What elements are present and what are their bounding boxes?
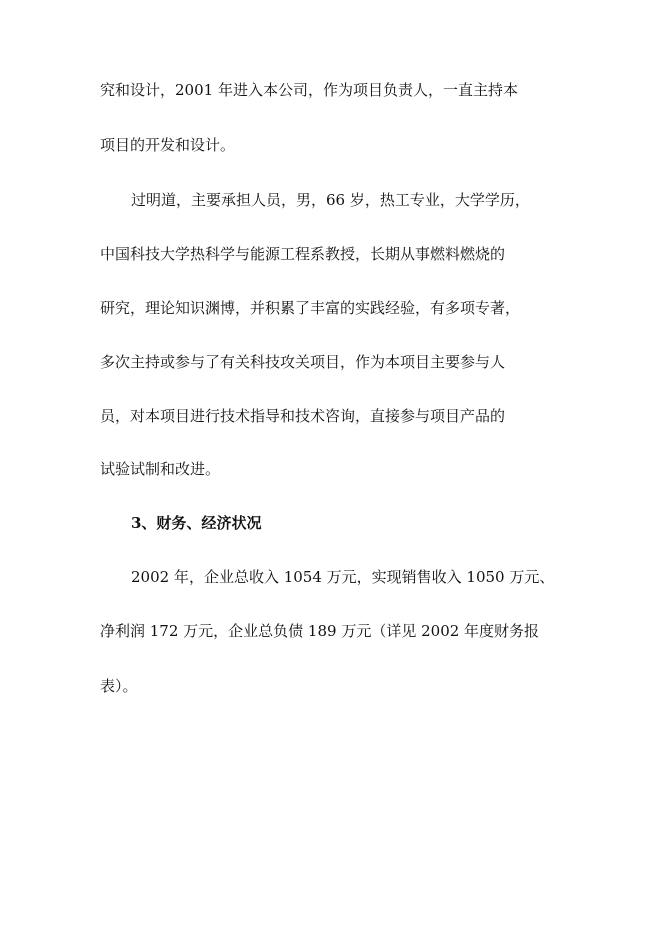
paragraph-1-line-1: 究和设计，2001 年进入本公司，作为项目负责人，一直主持本 (100, 81, 518, 99)
section-heading: 3、财务、经济状况 (131, 514, 262, 532)
paragraph-3-line-1: 2002 年，企业总收入 1054 万元，实现销售收入 1050 万元、 (131, 568, 555, 586)
paragraph-2-line-6: 试验试制和改进。 (100, 460, 221, 478)
paragraph-3-line-3: 表）。 (100, 677, 138, 695)
paragraph-3-line-2: 净利润 172 万元，企业总负债 189 万元（详见 2002 年度财务报 (100, 622, 540, 640)
paragraph-2-line-4: 多次主持或参与了有关科技攻关项目，作为本项目主要参与人 (100, 353, 506, 371)
paragraph-2-line-3: 研究，理论知识渊博，并积累了丰富的实践经验，有多项专著， (100, 299, 521, 317)
paragraph-2-line-1: 过明道，主要承担人员，男，66 岁，热工专业，大学学历， (131, 191, 530, 209)
paragraph-1-line-2: 项目的开发和设计。 (100, 136, 236, 154)
paragraph-2-line-5: 员，对本项目进行技术指导和技术咨询，直接参与项目产品的 (100, 407, 506, 425)
paragraph-2-line-2: 中国科技大学热科学与能源工程系教授，长期从事燃料燃烧的 (100, 245, 506, 263)
